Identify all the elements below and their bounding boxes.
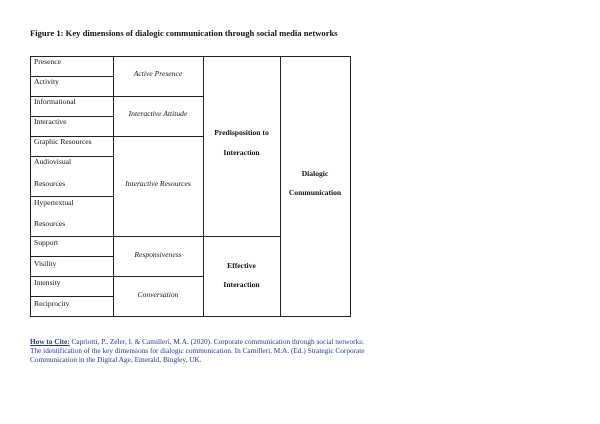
- category-responsiveness: Responsiveness: [134, 250, 182, 259]
- item-visility: Visility: [34, 259, 57, 268]
- category-active-presence: Active Presence: [133, 69, 183, 78]
- category-conversation: Conversation: [137, 290, 179, 299]
- table-border-bottom: [30, 316, 350, 317]
- group-predisposition-line1: Predisposition to: [214, 128, 269, 137]
- category-line: [113, 276, 203, 277]
- phase-line: [203, 236, 280, 237]
- outcome-line2: Communication: [288, 188, 342, 197]
- group-effective-line1: Effective: [227, 261, 256, 270]
- citation-lead: How to Cite:: [30, 337, 70, 346]
- item-interactive: Interactive: [34, 117, 67, 126]
- item-support: Support: [34, 238, 59, 247]
- item-hypertextual: Hypertextual: [34, 198, 74, 207]
- item-presence: Presence: [34, 57, 61, 66]
- category-interactive-resources: Interactive Resources: [125, 179, 191, 188]
- row-line: [30, 196, 113, 197]
- item-reciprocity: Reciprocity: [34, 299, 70, 308]
- item-informational: Informational: [34, 97, 76, 106]
- row-line: [30, 236, 113, 237]
- citation-text: Capriotti, P., Zeler, I. & Camilleri, M.A. (2020). Corporate communication through social networks: The identification of the key dimensions for dialogic communication. In Camilleri, M.A. (Ed.) Strategic Corporate Communication in the Digital Age, Emerald, Bingley, UK.: [30, 337, 365, 365]
- item-activity: Activity: [34, 77, 59, 86]
- dimensions-table: [30, 56, 350, 316]
- category-line: [113, 236, 203, 237]
- row-line: [30, 296, 113, 297]
- category-line: [113, 96, 203, 97]
- table-border-top: [30, 56, 350, 57]
- category-interactive-attitude: Interactive Attitude: [128, 109, 188, 118]
- item-hypertextual-resources: Resources: [34, 219, 66, 228]
- outcome-line1: Dialogic: [301, 169, 329, 178]
- item-intensity: Intensity: [34, 278, 61, 287]
- figure-title: Figure 1: Key dimensions of dialogic communication through social media networks: [30, 28, 338, 38]
- table-border-right: [350, 56, 351, 317]
- group-effective-line2: Interaction: [223, 280, 260, 289]
- item-audiovisual-resources: Resources: [34, 179, 66, 188]
- divider-col-3: [280, 56, 281, 316]
- row-line: [30, 276, 113, 277]
- divider-col-2: [203, 56, 204, 316]
- item-audiovisual: Audiovisual: [34, 157, 72, 166]
- table-border-left: [30, 56, 31, 316]
- category-line: [113, 136, 203, 137]
- item-graphic-resources: Graphic Resources: [34, 137, 92, 146]
- group-predisposition-line2: Interaction: [223, 148, 260, 157]
- row-line: [30, 256, 113, 257]
- citation: [30, 337, 375, 365]
